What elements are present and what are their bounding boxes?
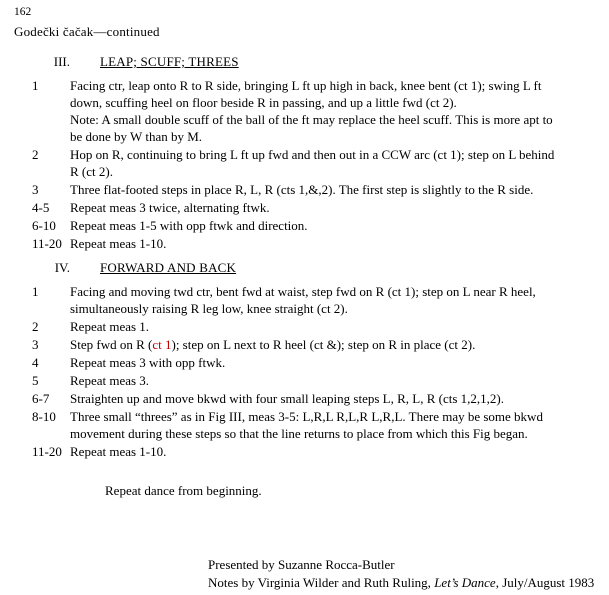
measure-number: 11-20 [32,236,62,251]
measure-line: Straighten up and move bkwd with four small leaping steps L, R, L, R (cts 1,2,1,2). [70,391,504,406]
section-title: LEAP; SCUFF; THREES [100,54,239,69]
measure-row [0,199,609,216]
measure-line: Facing and moving twd ctr, bent fwd at waist, step fwd on R (ct 1); step on L near R heel, [70,284,536,299]
measure-line-highlighted: Step fwd on R (ct 1); step on L next to R heel (ct &); step on R in place (ct 2). [70,337,476,352]
section-heading [0,260,609,276]
measure-number: 6-10 [32,218,56,233]
measure-number: 6-7 [32,391,50,406]
measure-line: R (ct 2). [70,164,113,179]
section-numeral: IV. [54,260,70,275]
measure-number: 1 [32,78,39,93]
measure-number: 4-5 [32,200,50,215]
measure-row [0,354,609,371]
measure-line: Repeat meas 3 twice, alternating ftwk. [70,200,270,215]
measure-row [0,77,609,145]
measure-line: Repeat meas 1-5 with opp ftwk and direction. [70,218,308,233]
measure-line: Facing ctr, leap onto R to R side, bringing L ft up high in back, knee bent (ct 1); swing L ft [70,78,542,93]
measure-text [70,318,609,335]
measure-line: Repeat meas 3. [70,373,150,388]
measure-line: simultaneously raising R leg low, knee straight (ct 2). [70,301,348,316]
measure-row [0,390,609,407]
measure-line: Repeat meas 1-10. [70,444,167,459]
measure-row [0,235,609,252]
measure-text [70,181,609,198]
measure-text [70,443,609,460]
notes-prefix: Notes by Virginia Wilder and Ruth Ruling, [208,575,435,590]
measure-row [0,443,609,460]
section-numeral: III. [53,54,70,69]
section-heading [0,54,609,70]
measure-text [70,390,609,407]
measure-text [70,408,609,442]
notes-suffix: , July/August 1983 [495,575,595,590]
measure-row [0,283,609,317]
measure-text [70,372,609,389]
measure-line: Repeat meas 1-10. [70,236,167,251]
measure-number: 2 [32,147,39,162]
measure-number: 5 [32,373,39,388]
measure-text [70,283,609,317]
measure-row [0,336,609,353]
notes-line [208,574,594,592]
measure-number: 8-10 [32,409,56,424]
section-figure-4 [0,260,609,460]
measure-text [70,354,609,371]
credits-block [208,556,594,592]
measure-row [0,217,609,234]
document-body [0,46,609,499]
measure-text [70,235,609,252]
measure-number: 1 [32,284,39,299]
section-title: FORWARD AND BACK [100,260,237,275]
measure-text [70,146,609,180]
measure-line: Three flat-footed steps in place R, L, R (cts 1,&,2). The first step is slightly to the R side. [70,182,534,197]
measure-note-line: Note: A small double scuff of the ball of the ft may replace the heel scuff. This is more apt to [70,112,553,127]
measure-text [70,336,609,353]
measure-row [0,408,609,442]
measure-number: 4 [32,355,39,370]
measure-row [0,181,609,198]
publication-title: Let’s Dance [434,575,496,590]
measure-line: Repeat meas 3 with opp ftwk. [70,355,226,370]
closing-instruction: Repeat dance from beginning. [105,483,262,498]
measure-text [70,217,609,234]
page-number: 162 [14,6,32,18]
presenter-line: Presented by Suzanne Rocca-Butler [208,557,395,572]
measure-note-line: be done by W than by M. [70,129,203,144]
highlighted-cue: ct 1 [152,337,172,352]
measure-row [0,146,609,180]
measure-text [70,77,609,145]
measure-line: Three small “threes” as in Fig III, meas 3-5: L,R,L R,L,R L,R,L. There may be some bkwd [70,409,543,424]
measure-line: Hop on R, continuing to bring L ft up fwd and then out in a CCW arc (ct 1); step on L behind [70,147,555,162]
measure-number: 3 [32,182,39,197]
measure-row [0,318,609,335]
running-head: Godečki čačak—continued [14,24,160,39]
measure-text [70,199,609,216]
measure-number: 3 [32,337,39,352]
measure-number: 2 [32,319,39,334]
measure-line: down, scuffing heel on floor beside R in passing, and up a little fwd (ct 2). [70,95,457,110]
measure-row [0,372,609,389]
measure-line: Repeat meas 1. [70,319,150,334]
measure-line: movement during these steps so that the line returns to place from which this Fig began. [70,426,528,441]
section-figure-3 [0,54,609,252]
measure-number: 11-20 [32,444,62,459]
